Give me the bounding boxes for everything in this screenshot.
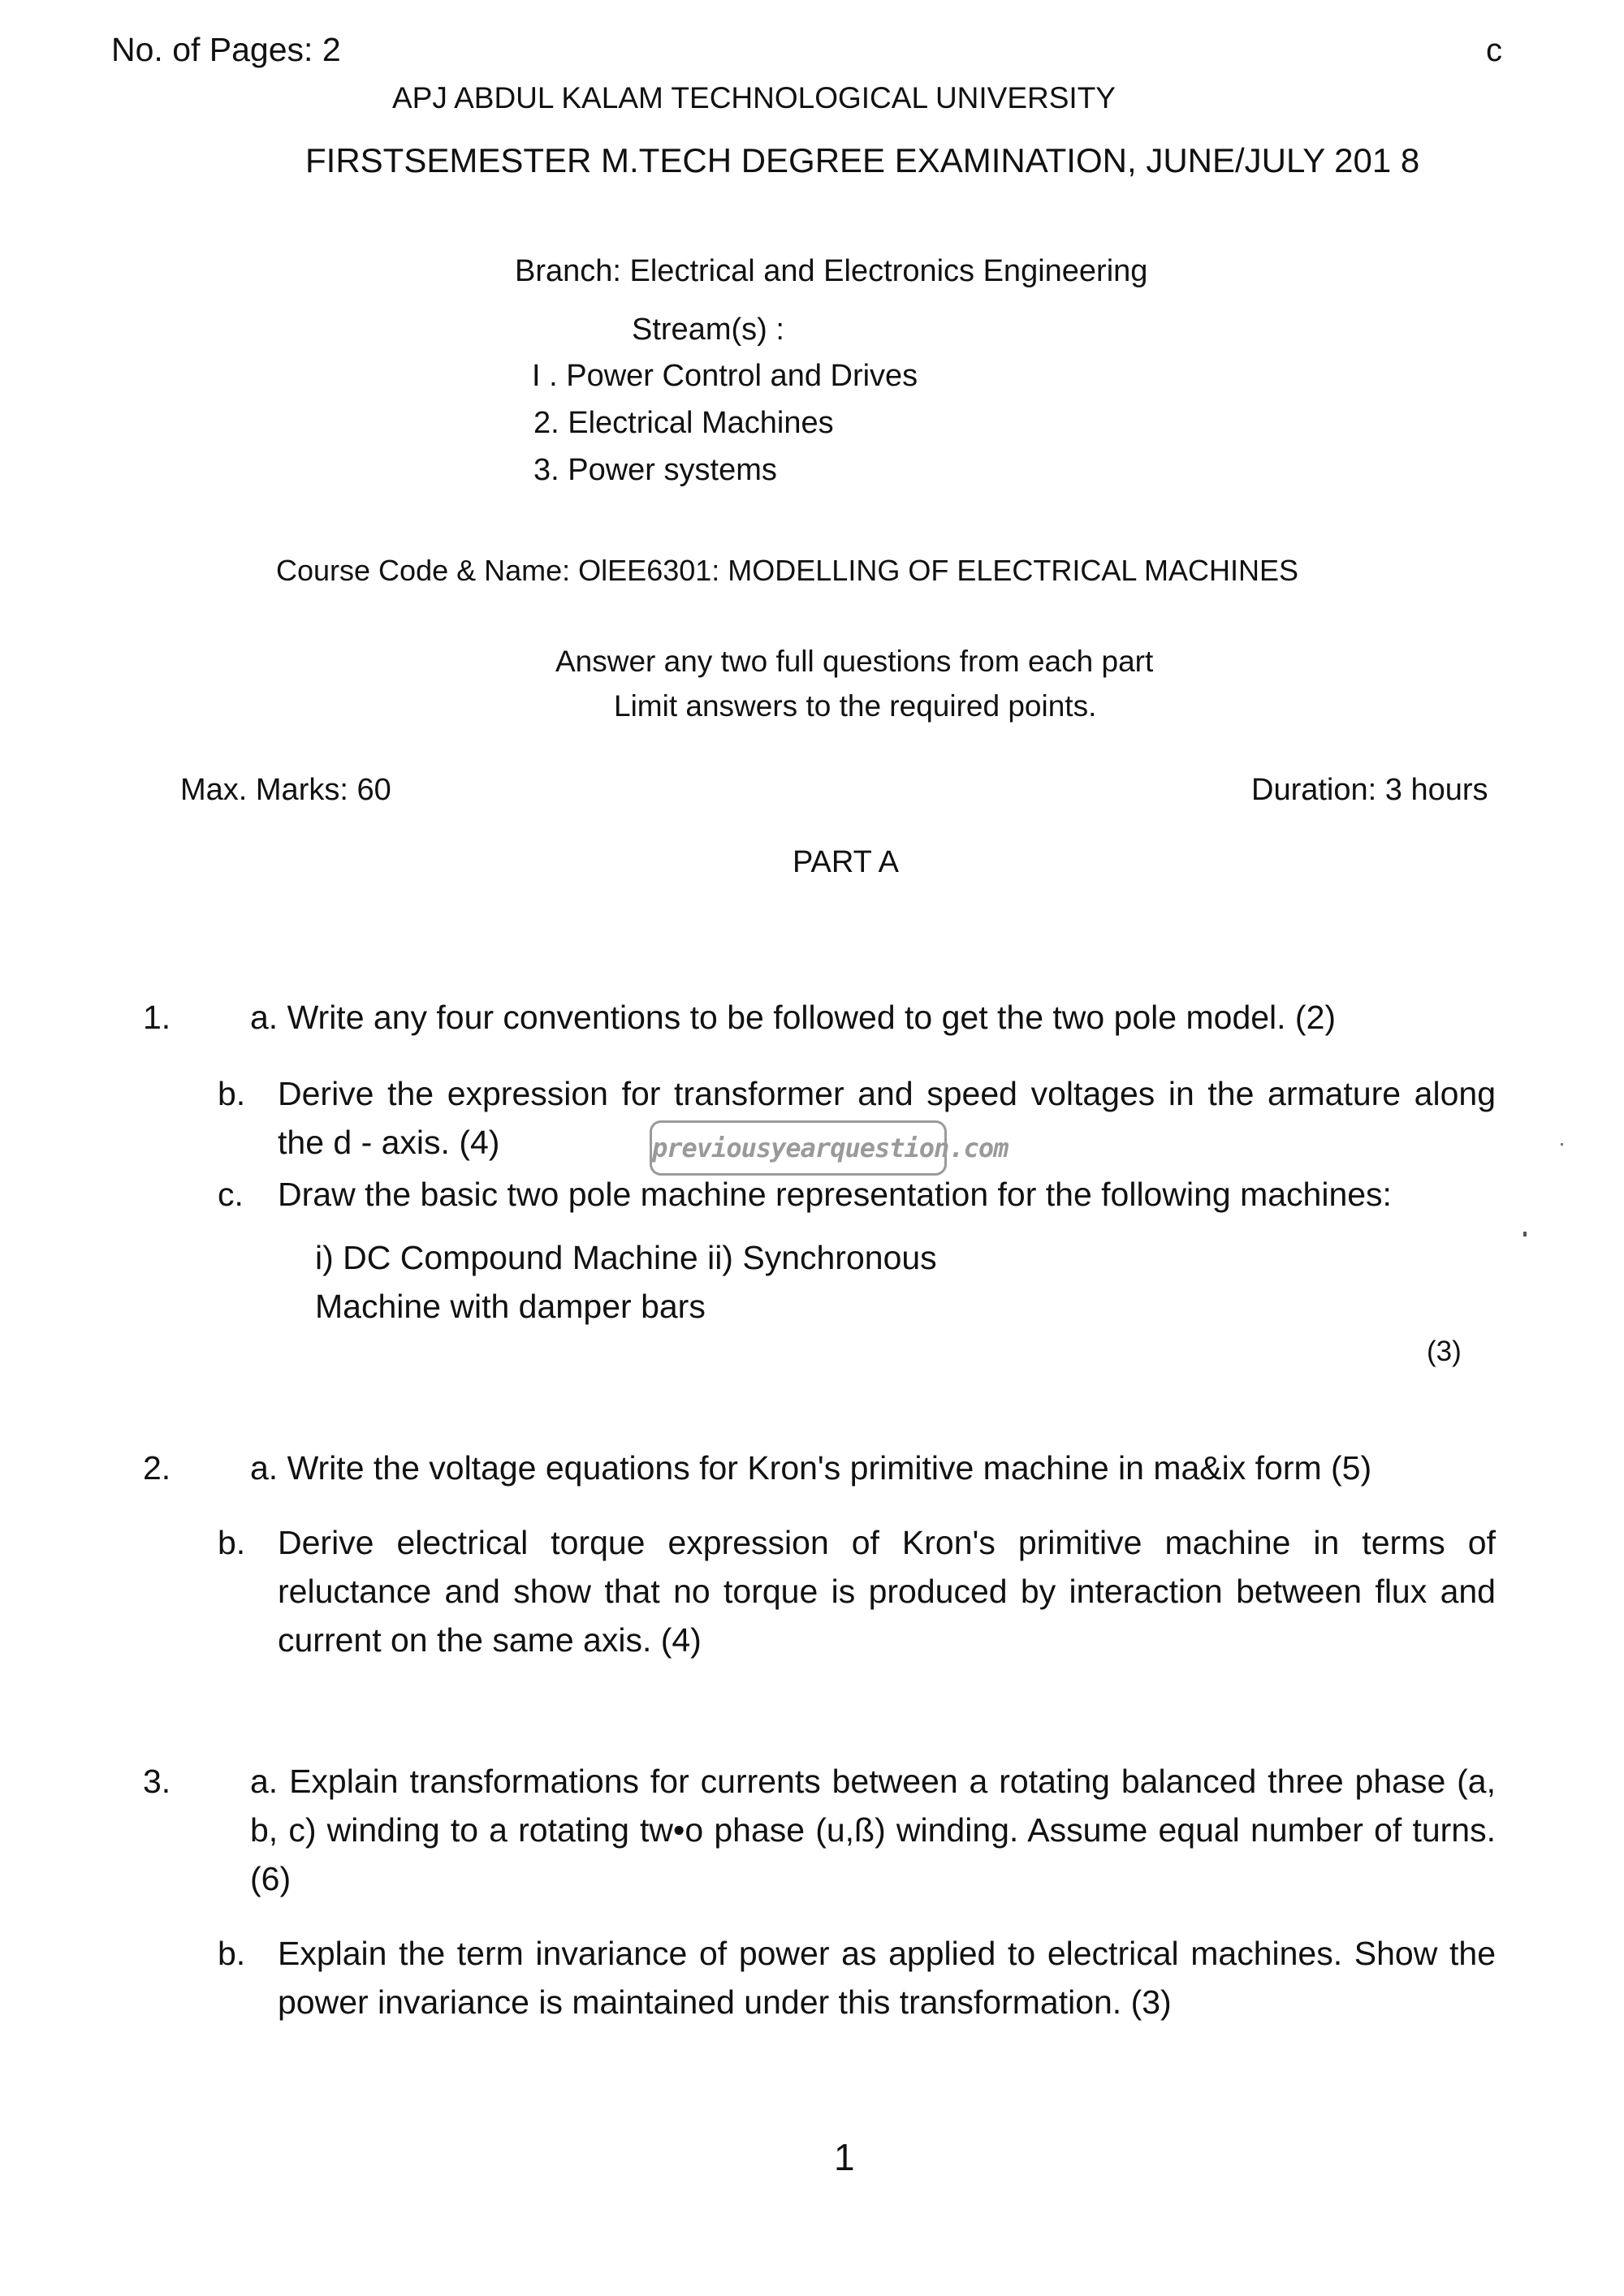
question-2b: Derive electrical torque expression of Kron's primitive machine in terms of reluctance and show that no torque is produced by interaction between flux and current on the same axis. (4) — [278, 1524, 1496, 1659]
part-title: PART A — [793, 845, 899, 879]
stream-item: 3. Power systems — [533, 453, 777, 487]
stray-mark — [1523, 1232, 1527, 1236]
question-2a: a. Write the voltage equations for Kron's primitive machine in ma&ix form (5) — [250, 1449, 1372, 1487]
instruction-1: Answer any two full questions from each part — [555, 645, 1154, 678]
subpart-label: b. — [218, 1935, 246, 1972]
subpart-label: c. — [218, 1176, 244, 1213]
question-number: 1. — [143, 999, 171, 1036]
stream-item: 2. Electrical Machines — [533, 406, 834, 440]
university-name: APJ ABDUL KALAM TECHNOLOGICAL UNIVERSITY — [392, 81, 1116, 114]
stream-item: I . Power Control and Drives — [532, 359, 918, 393]
subpart-label: b. — [218, 1524, 246, 1561]
question-3b: Explain the term invariance of power as applied to electrical machines. Show the power invariance is maintained under this transformation. (3) — [278, 1935, 1496, 2021]
duration: Duration: 3 hours — [1251, 773, 1488, 807]
question-1c-marks: (3) — [1427, 1336, 1462, 1367]
corner-mark: c — [1486, 32, 1502, 68]
question-1c-sub-2: Machine with damper bars — [315, 1288, 706, 1325]
subpart-label: b. — [218, 1075, 246, 1112]
watermark-stamp: previousyearquestion.com — [650, 1120, 947, 1176]
instruction-2: Limit answers to the required points. — [614, 689, 1097, 723]
question-number: 3. — [143, 1763, 171, 1800]
exam-title: FIRSTSEMESTER M.TECH DEGREE EXAMINATION, JUNE/JULY 201 8 — [305, 141, 1420, 179]
branch: Branch: Electrical and Electronics Engineering — [515, 254, 1148, 288]
max-marks: Max. Marks: 60 — [180, 773, 391, 807]
course-code-name: Course Code & Name: OlEE6301: MODELLING OF ELECTRICAL MACHINES — [276, 554, 1299, 587]
question-1c: Draw the basic two pole machine representation for the following machines: — [278, 1176, 1392, 1213]
page-number: 1 — [834, 2136, 855, 2178]
question-1a: a. Write any four conventions to be followed to get the two pole model. (2) — [250, 999, 1337, 1036]
pages-count: No. of Pages: 2 — [111, 31, 341, 68]
stream-title: Stream(s) : — [632, 313, 784, 347]
stray-mark — [1561, 1143, 1563, 1146]
question-1c-sub-1: i) DC Compound Machine ii) Synchronous — [315, 1239, 937, 1276]
question-number: 2. — [143, 1449, 171, 1487]
question-1b: Derive the expression for transformer and speed voltages in the armature along the d - axis. (4) — [278, 1075, 1496, 1161]
question-3a: a. Explain transformations for currents between a rotating balanced three phase (a, b, c) winding to a rotating tw•o phase (u,ß) winding. Assume equal number of turns. (6) — [250, 1763, 1496, 1897]
